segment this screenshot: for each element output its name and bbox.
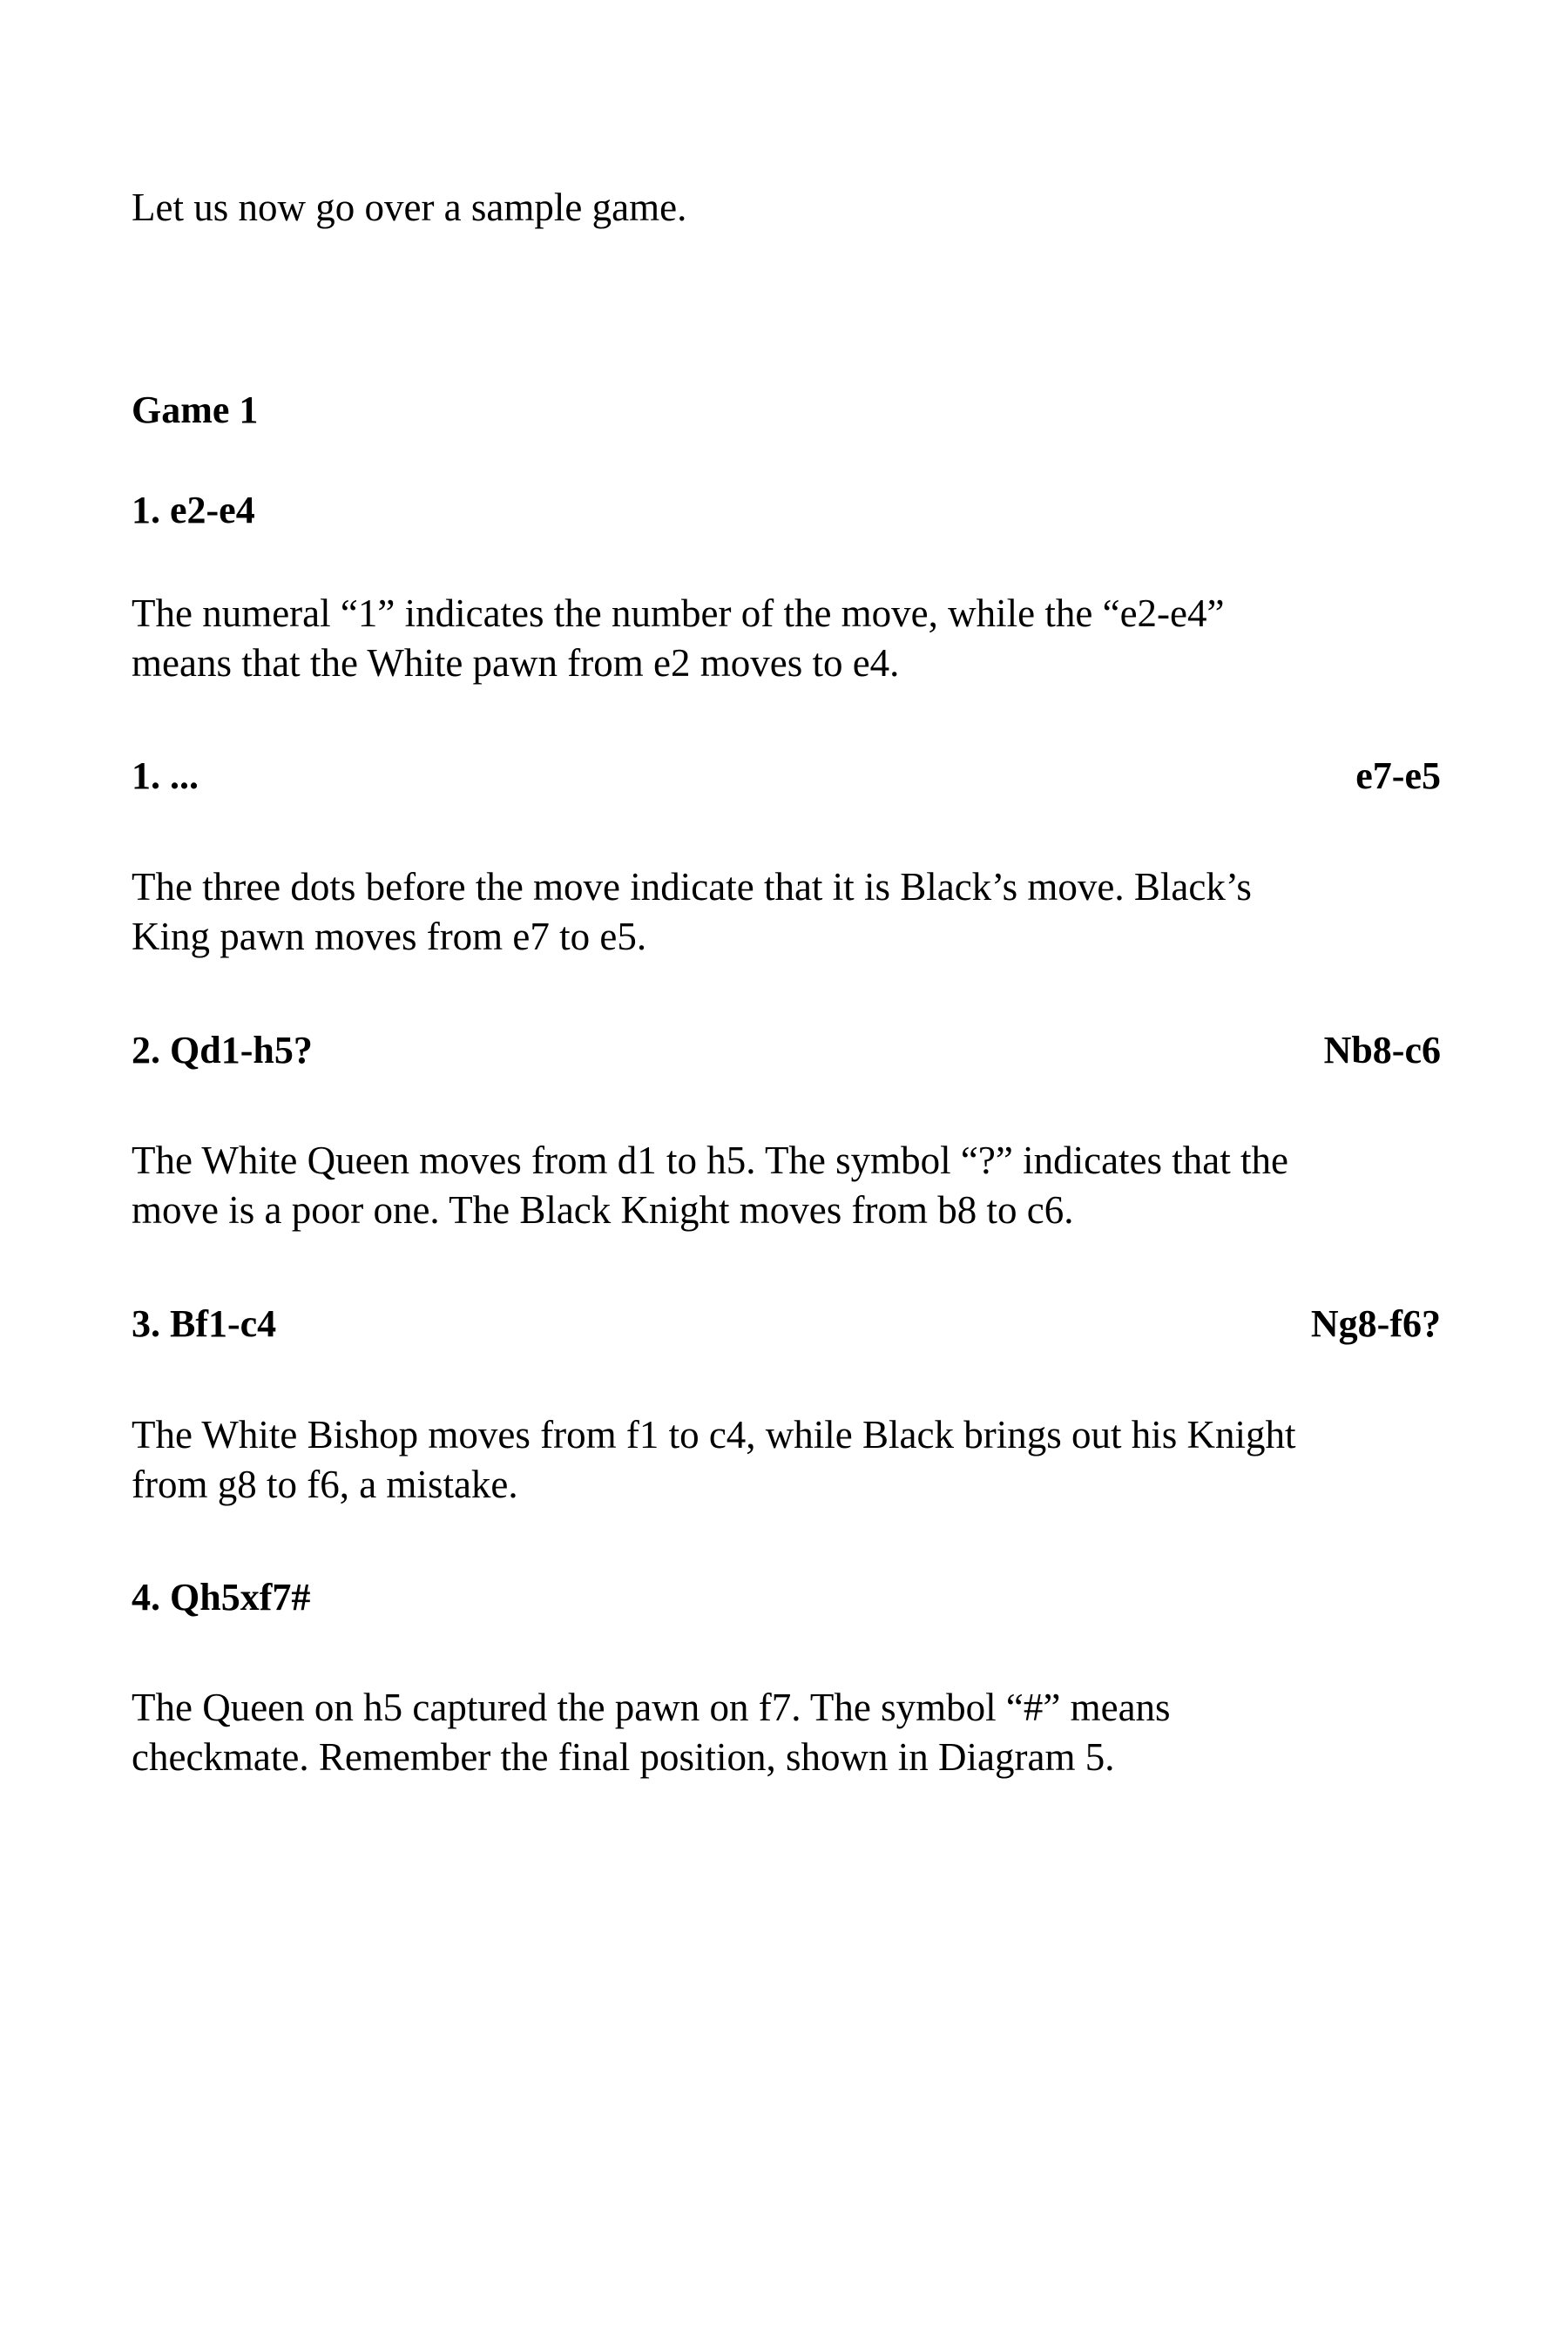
explanation-line: move is a poor one. The Black Knight moves from b8 to c6. bbox=[132, 1188, 1074, 1232]
move-explanation bbox=[132, 1136, 1456, 1235]
explanation-line: from g8 to f6, a mistake. bbox=[132, 1463, 518, 1506]
black-move: e7-e5 bbox=[1355, 754, 1441, 797]
move-explanation bbox=[132, 1410, 1456, 1510]
explanation-line: King pawn moves from e7 to e5. bbox=[132, 915, 647, 958]
explanation-line: The White Queen moves from d1 to h5. The symbol “?” indicates that the bbox=[132, 1139, 1288, 1182]
black-move: Nb8-c6 bbox=[1323, 1029, 1441, 1071]
white-move: 2. Qd1-h5? bbox=[132, 1029, 313, 1071]
explanation-line: checkmate. Remember the final position, shown in Diagram 5. bbox=[132, 1735, 1115, 1779]
intro-text bbox=[132, 183, 1456, 233]
intro-line: Let us now go over a sample game. bbox=[132, 186, 687, 229]
white-move: 1. e2-e4 bbox=[132, 489, 255, 531]
explanation-line: The numeral “1” indicates the number of the move, while the “e2-e4” bbox=[132, 591, 1225, 635]
white-move: 3. Bf1-c4 bbox=[132, 1302, 277, 1345]
white-move: 1. ... bbox=[132, 754, 199, 797]
move-row-3 bbox=[132, 1301, 1441, 1347]
move-explanation bbox=[132, 589, 1456, 688]
white-move: 4. Qh5xf7# bbox=[132, 1576, 311, 1619]
move-row-4 bbox=[132, 1575, 1441, 1620]
move-row-1 bbox=[132, 488, 1441, 533]
move-explanation bbox=[132, 1683, 1456, 1782]
explanation-line: means that the White pawn from e2 moves to e4. bbox=[132, 641, 900, 685]
move-row-1-black bbox=[132, 754, 1441, 799]
black-move: Ng8-f6? bbox=[1310, 1302, 1441, 1345]
move-explanation bbox=[132, 862, 1456, 962]
explanation-line: The White Bishop moves from f1 to c4, while Black brings out his Knight bbox=[132, 1413, 1296, 1456]
explanation-line: The Queen on h5 captured the pawn on f7. The symbol “#” means bbox=[132, 1686, 1171, 1729]
explanation-line: The three dots before the move indicate that it is Black’s move. Black’s bbox=[132, 865, 1252, 909]
move-row-2 bbox=[132, 1028, 1441, 1073]
game-title: Game 1 bbox=[132, 389, 259, 431]
